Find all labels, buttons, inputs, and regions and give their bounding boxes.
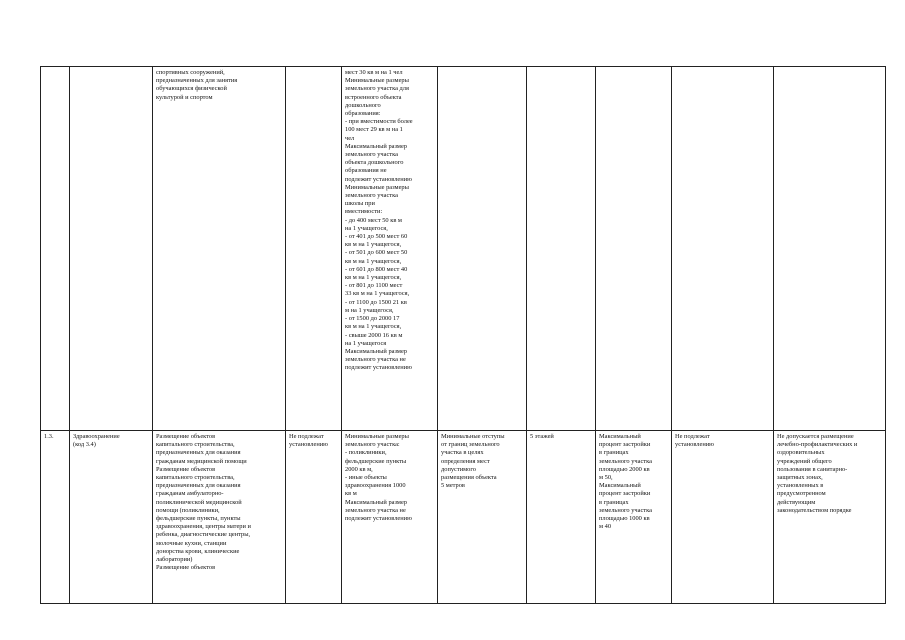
- floors: 5 этажей: [530, 433, 554, 440]
- restrictions-cell: [774, 431, 886, 604]
- row-number-cell: [41, 67, 70, 431]
- table-row: [41, 67, 886, 431]
- restrictions-cell: [774, 67, 886, 431]
- permitted-params: Не подлежат установлению: [289, 433, 328, 449]
- permitted-params-cell: [286, 67, 342, 431]
- plot-sizes-cell: [342, 67, 438, 431]
- coverage-cell: [596, 431, 672, 604]
- land-use-name-cell: [70, 431, 153, 604]
- plot-sizes-cell: [342, 431, 438, 604]
- other-params-cell: [672, 67, 774, 431]
- restrictions: Не допускается размещение лечебно-профилактических и оздоровительных учреждений общего пользования в санитарно- защитных зонах, установленных в предусмотренном действующим законодательством порядке: [777, 433, 858, 514]
- plot-sizes: Минимальные размеры земельного участка: - поликлиники, фельдшерские пункты 2000 кв м, - иные объекты здравоохранения 1000 кв м Максимальный размер земельного участка не подлежит установлению: [345, 433, 412, 523]
- floors-cell: [527, 431, 596, 604]
- other-params-cell: [672, 431, 774, 604]
- land-use-description-cell: [153, 67, 286, 431]
- coverage: Максимальный процент застройки в границах земельного участка площадью 2000 кв м 50, Максимальный процент застройки в границах земельного участка площадью 1000 кв м 40: [599, 433, 652, 531]
- setbacks: Минимальные отступы от границ земельного участка в целях определения мест допустимого размещения объекта 5 метров: [441, 433, 505, 490]
- floors-cell: [527, 67, 596, 431]
- land-use-name: Здравоохранение (код 3.4): [73, 433, 120, 449]
- coverage-cell: [596, 67, 672, 431]
- setbacks-cell: [438, 67, 527, 431]
- row-number-cell: [41, 431, 70, 604]
- setbacks-cell: [438, 431, 527, 604]
- table-row: [41, 431, 886, 604]
- permitted-params-cell: [286, 431, 342, 604]
- row-number: 1.3.: [44, 433, 54, 440]
- plot-sizes: мест 30 кв м на 1 чел Минимальные размеры земельного участка для встроенного объекта дошкольного образования: - при вместимости более 100 мест 29 кв м на 1 чел Максимальный размер земельного участка объекта дошкольного образования не подлежит установлению Минимальные размеры земельного участка школы при вместимости: - до 400 мест 50 кв м на 1 учащегося, - от 401 до 500 мест 60 кв м на 1 учащегося, - от 501 до 600 мест 50 кв м на 1 учащегося, - от 601 до 800 мест 40 кв м на 1 учащегося, - от 801 до 1100 мест 33 кв м на 1 учащегося, - от 1100 до 1500 21 кв м на 1 учащегося, - от 1500 до 2000 17 кв м на 1 учащегося, - свыше 2000 16 кв м на 1 учащегося Максимальный размер земельного участка не подлежит установлению: [345, 69, 413, 372]
- land-use-description-cell: [153, 431, 286, 604]
- other-params: Не подлежат установлению: [675, 433, 714, 449]
- zoning-regulations-table: [40, 66, 886, 604]
- land-use-name-cell: [70, 67, 153, 431]
- land-use-description: спортивных сооружений, предназначенных для занятия обучающихся физической культурой и спортом: [156, 69, 238, 101]
- land-use-description: Размещение объектов капитального строительства, предназначенных для оказания гражданам медицинской помощи Размещение объектов капитального строительства, предназначенных для оказания гражданам амбулаторно- поликлинической медицинской помощи (поликлиники, фельдшерские пункты, пункты здравоохранения, центры матери и ребенка, диагностические центры, молочные кухни, станции донорства крови, клинические лаборатории) Размещение объектов: [156, 433, 251, 572]
